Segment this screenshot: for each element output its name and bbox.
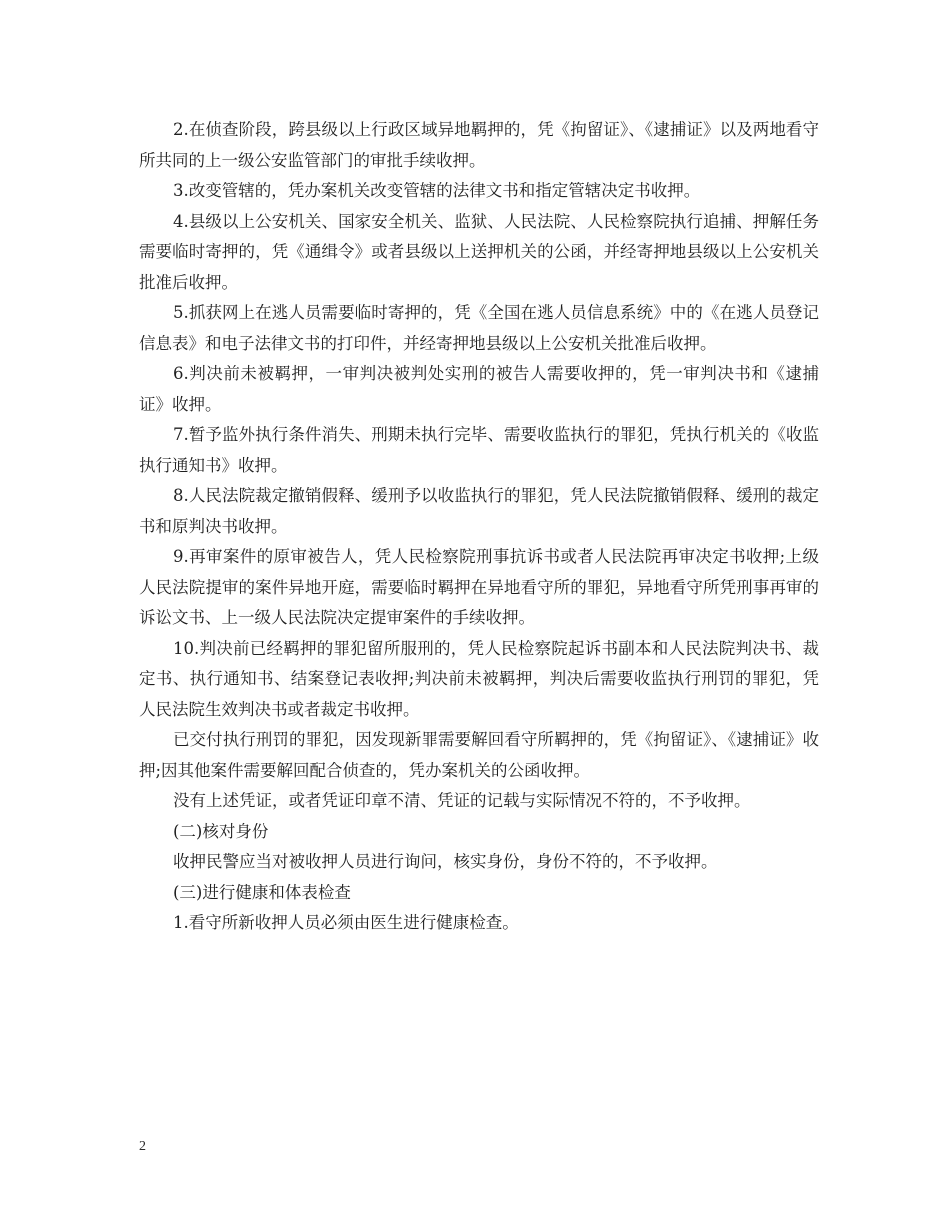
- paragraph-health-check-1: 1.看守所新收押人员必须由医生进行健康检查。: [173, 913, 519, 932]
- paragraph-verify-identity: 收押民警应当对被收押人员进行询问，核实身份，身份不符的，不予收押。: [173, 852, 718, 871]
- section-heading-verify-identity: (二)核对身份: [173, 821, 269, 841]
- paragraph-no-certificate: 没有上述凭证，或者凭证印章不清、凭证的记载与实际情况不符的，不予收押。: [173, 791, 751, 810]
- paragraph-item-7: 7.暂予监外执行条件消失、刑期未执行完毕、需要收监执行的罪犯，凭执行机关的《收监执行通知书》收押。: [139, 425, 819, 475]
- paragraph-item-8: 8.人民法院裁定撤销假释、缓刑予以收监执行的罪犯，凭人民法院撤销假释、缓刑的裁定书和原判决书收押。: [139, 486, 819, 536]
- paragraph-item-2: 2.在侦查阶段，跨县级以上行政区域异地羁押的，凭《拘留证》、《逮捕证》以及两地看守所共同的上一级公安监管部门的审批手续收押。: [139, 120, 819, 170]
- paragraph-item-10: 10.判决前已经羁押的罪犯留所服刑的，凭人民检察院起诉书副本和人民法院判决书、裁定书、执行通知书、结案登记表收押;判决前未被羁押，判决后需要收监执行刑罚的罪犯，凭人民法院生效判决书或者裁定书收押。: [139, 638, 819, 719]
- page-number: 2: [139, 1139, 146, 1154]
- paragraph-item-5: 5.抓获网上在逃人员需要临时寄押的，凭《全国在逃人员信息系统》中的《在逃人员登记信息表》和电子法律文书的打印件，并经寄押地县级以上公安机关批准后收押。: [139, 303, 819, 353]
- paragraph-item-3: 3.改变管辖的，凭办案机关改变管辖的法律文书和指定管辖决定书收押。: [173, 181, 701, 200]
- paragraph-item-9: 9.再审案件的原审被告人，凭人民检察院刑事抗诉书或者人民法院再审决定书收押;上级人民法院提审的案件异地开庭，需要临时羁押在异地看守所的罪犯，异地看守所凭刑事再审的诉讼文书、上一级人民法院决定提审案件的手续收押。: [139, 547, 819, 627]
- document-body: [139, 115, 819, 939]
- section-heading-health-check: (三)进行健康和体表检查: [173, 882, 351, 902]
- paragraph-item-4: 4.县级以上公安机关、国家安全机关、监狱、人民法院、人民检察院执行追捕、押解任务需要临时寄押的，凭《通缉令》或者县级以上送押机关的公函，并经寄押地县级以上公安机关批准后收押。: [139, 211, 819, 292]
- paragraph-delivered-criminals: 已交付执行刑罚的罪犯，因发现新罪需要解回看守所羁押的，凭《拘留证》、《逮捕证》收押;因其他案件需要解回配合侦查的，凭办案机关的公函收押。: [139, 730, 819, 780]
- paragraph-item-6: 6.判决前未被羁押，一审判决被判处实刑的被告人需要收押的，凭一审判决书和《逮捕证》收押。: [139, 364, 819, 414]
